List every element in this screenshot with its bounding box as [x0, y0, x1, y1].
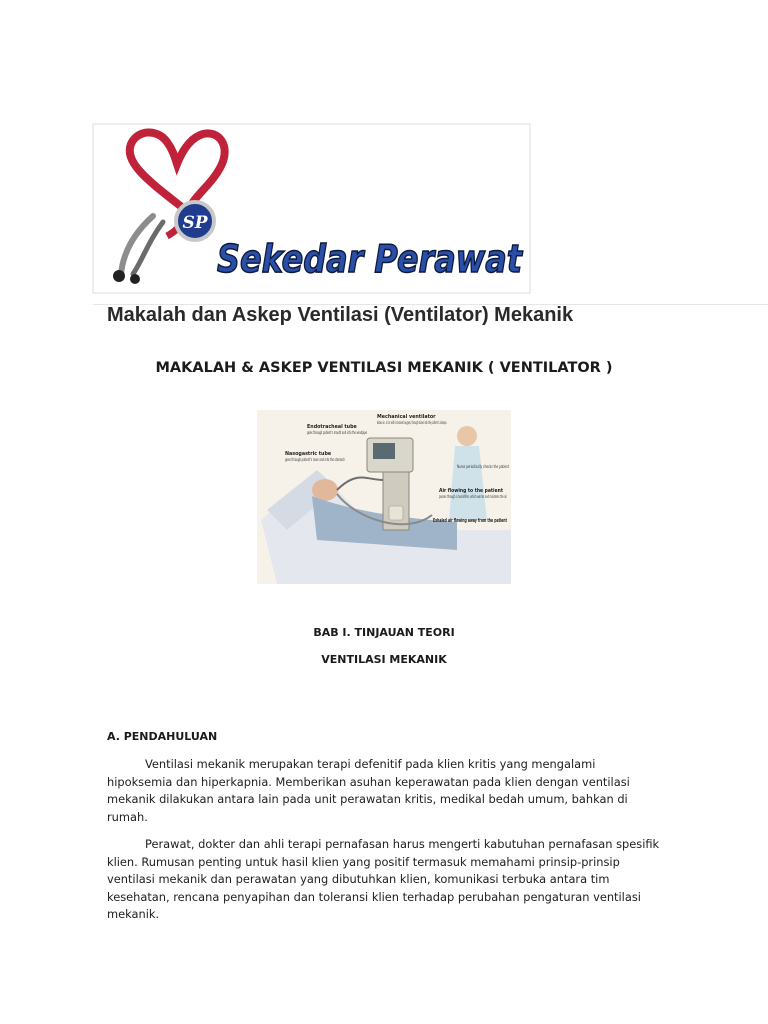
- logo-brand-text: Sekedar Perawat: [217, 237, 524, 281]
- figure-label-ventilator: Mechanical ventilator: [377, 415, 436, 420]
- figure-label-air-flowing-desc: passes through a humidifier, which warms and moistens the air: [439, 495, 586, 500]
- figure-label-endotracheal: Endotracheal tube: [307, 425, 357, 430]
- ventilator-illustration: [257, 410, 586, 584]
- document-title: MAKALAH & ASKEP VENTILASI MEKANIK ( VENTILATOR ): [155, 360, 613, 376]
- site-logo[interactable]: [93, 124, 530, 293]
- figure-label-exhaled: Exhaled air flowing away from the patient: [433, 519, 547, 524]
- logo-badge-text: SP: [182, 213, 208, 233]
- post-title: Makalah dan Askep Ventilasi (Ventilator) Mekanik: [107, 304, 574, 326]
- figure-label-air-flowing: Air flowing to the patient: [439, 489, 508, 494]
- section-heading: A. PENDAHULUAN: [107, 730, 218, 743]
- paragraph-1: Ventilasi mekanik merupakan terapi defenitif pada klien kritis yang mengalami hipoksemia dan hiperkapnia. Memberikan asuhan keperawatan pada klien dengan ventilasi mekanik dilakukan antara lain pada unit perawatan kritis, medikal bedah umum, bahkan di rumah.: [107, 757, 630, 824]
- chapter-heading: BAB I. TINJAUAN TEORI: [313, 626, 455, 639]
- paragraph-2: Perawat, dokter dan ahli terapi pernafasan harus mengerti kabutuhan pernafasan spesifik klien. Rumusan penting untuk hasil klien yang positif termasuk memahami prinsip-prinsip ventilasi mekanik dan perawatan yang dibutuhkan klien, komunikasi terbuka antara tim kesehatan, rencana penyapihan dan toleransi klien terhadap perubahan pengaturan ventilasi mekanik.: [107, 837, 660, 921]
- chapter-subheading: VENTILASI MEKANIK: [321, 653, 447, 666]
- figure-label-ventilator-desc: [377, 420, 447, 426]
- figure-label-nurse: Nurse periodically checks the patient: [457, 465, 543, 470]
- figure-label-nasogastric-desc: goes through patient's nose and into the stomach: [285, 458, 400, 463]
- figure-label-nasogastric: Nasogastric tube: [285, 452, 332, 457]
- figure-label-endotracheal-desc: goes through patient's mouth and into the windpipe: [307, 431, 427, 436]
